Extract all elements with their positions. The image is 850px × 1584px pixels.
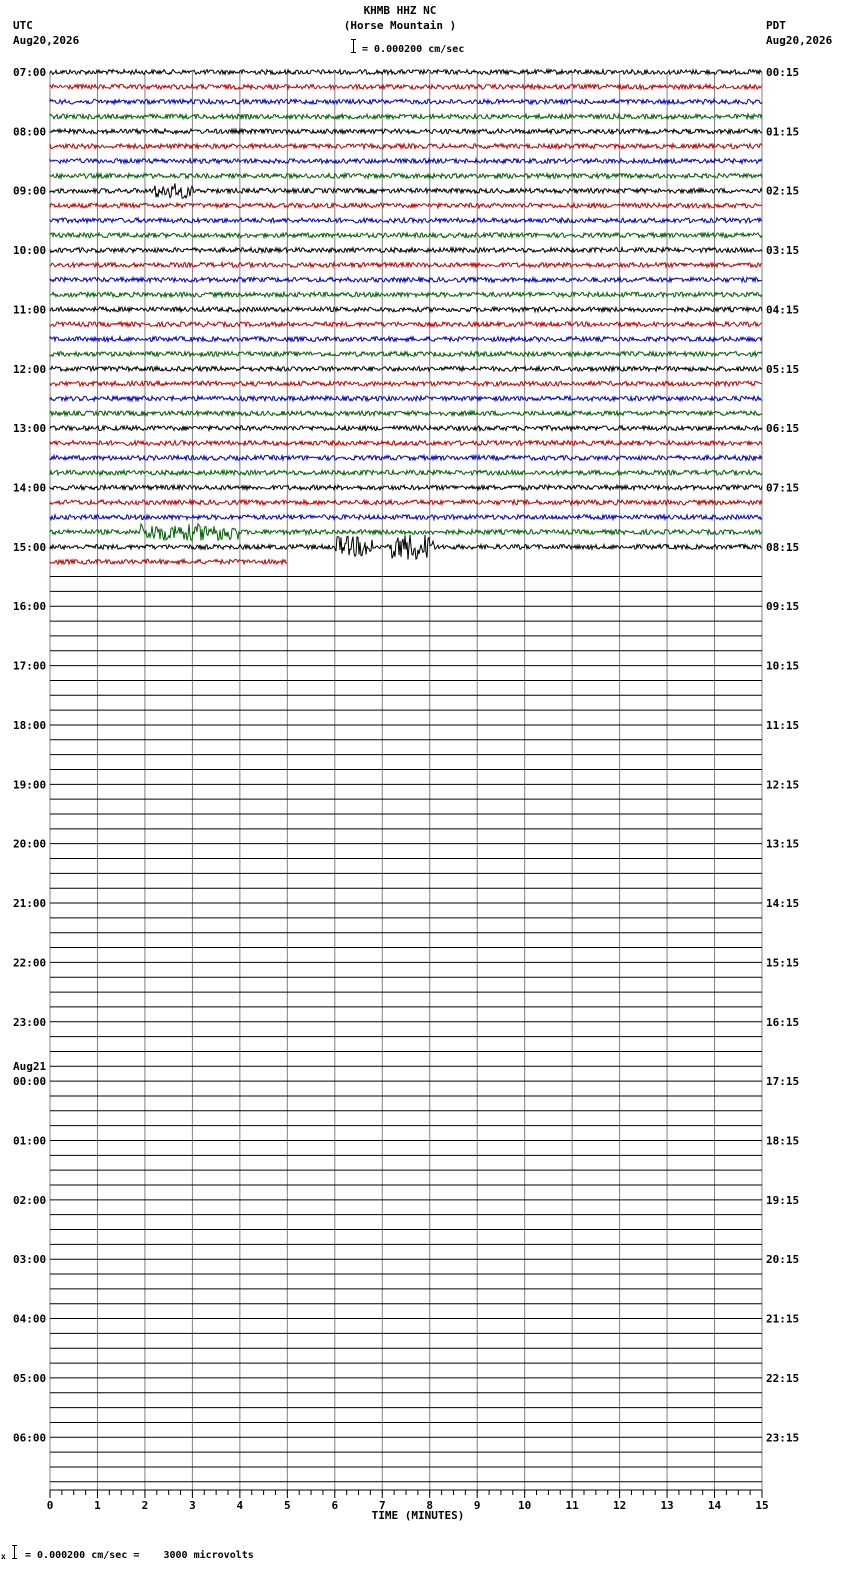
utc-hour-label: 07:00 (13, 66, 47, 79)
utc-hour-label: 20:00 (13, 837, 47, 851)
x-tick-label: 13 (660, 1499, 674, 1512)
utc-hour-label: 18:00 (13, 718, 47, 732)
pdt-hour-label: 21:15 (766, 1312, 800, 1326)
trace-row-31 (50, 524, 762, 541)
trace-row-4 (50, 129, 762, 134)
trace-row-24 (50, 426, 762, 431)
utc-hour-label: 02:00 (13, 1193, 47, 1207)
pdt-hour-label: 02:15 (766, 184, 800, 198)
pdt-hour-label: 23:15 (766, 1431, 800, 1445)
trace-row-12 (50, 248, 762, 253)
left-date: Aug20,2026 (13, 34, 80, 47)
trace-row-19 (50, 352, 762, 357)
utc-hour-label: 14:00 (13, 481, 47, 495)
pdt-hour-label: 04:15 (766, 303, 800, 317)
station-location: (Horse Mountain ) (343, 19, 457, 32)
x-tick-label: 4 (236, 1499, 244, 1512)
trace-row-33 (50, 559, 287, 564)
trace-row-32 (50, 535, 762, 560)
footer-scale-text: = 0.000200 cm/sec = 3000 microvolts (25, 1550, 254, 1561)
x-tick-label: 11 (565, 1499, 579, 1512)
utc-hour-label: 03:00 (13, 1253, 47, 1267)
x-tick-label: 15 (755, 1499, 769, 1512)
utc-hour-label: 06:00 (13, 1431, 47, 1445)
trace-row-16 (50, 307, 762, 312)
pdt-hour-label: 20:15 (766, 1253, 800, 1267)
pdt-hour-label: 19:15 (766, 1193, 800, 1207)
utc-hour-label: 17:00 (13, 659, 47, 673)
utc-hour-label: 05:00 (13, 1371, 47, 1385)
scale-label: = 0.000200 cm/sec (362, 44, 465, 55)
x-tick-label: 7 (378, 1499, 386, 1512)
pdt-hour-label: 10:15 (766, 659, 800, 673)
x-tick-label: 1 (94, 1499, 101, 1512)
pdt-hour-label: 03:15 (766, 244, 800, 258)
x-tick-label: 3 (189, 1499, 196, 1512)
pdt-hour-label: 18:15 (766, 1134, 800, 1148)
trace-row-30 (50, 515, 762, 520)
pdt-hour-label: 08:15 (766, 540, 800, 554)
pdt-hour-label: 09:15 (766, 600, 800, 614)
trace-row-20 (50, 366, 762, 371)
pdt-hour-label: 00:15 (766, 66, 800, 79)
grid-layer (50, 72, 762, 1494)
trace-layer (50, 70, 762, 1482)
trace-row-8 (50, 183, 762, 198)
utc-hour-label: 09:00 (13, 184, 47, 198)
pdt-hour-label: 17:15 (766, 1075, 800, 1089)
trace-row-5 (50, 144, 762, 149)
right-timezone: PDT (766, 19, 786, 32)
utc-hour-label: 15:00 (13, 540, 47, 554)
x-tick-label: 10 (518, 1499, 532, 1512)
trace-row-22 (50, 396, 762, 401)
x-tick-label: 14 (707, 1499, 722, 1512)
x-tick-label: 0 (46, 1499, 54, 1512)
utc-hour-label: 00:00 (13, 1075, 47, 1089)
pdt-hour-label: 07:15 (766, 481, 800, 495)
trace-row-11 (50, 233, 762, 238)
pdt-hour-label: 16:15 (766, 1015, 800, 1029)
date-change-label: Aug21 (13, 1060, 47, 1074)
trace-row-23 (50, 411, 762, 416)
trace-row-7 (50, 174, 762, 179)
x-tick-label: 9 (473, 1499, 481, 1512)
trace-row-9 (50, 203, 762, 208)
x-tick-label: 5 (284, 1499, 291, 1512)
pdt-hour-label: 01:15 (766, 125, 800, 139)
utc-hour-label: 08:00 (13, 125, 47, 139)
utc-hour-label: 21:00 (13, 897, 47, 911)
trace-row-0 (50, 70, 762, 75)
x-tick-label: 8 (426, 1499, 434, 1512)
footer-marker: x (1, 1552, 6, 1561)
right-date: Aug20,2026 (766, 34, 833, 47)
trace-row-14 (50, 277, 762, 282)
utc-hour-label: 16:00 (13, 600, 47, 614)
trace-row-17 (50, 322, 762, 327)
pdt-hour-label: 15:15 (766, 956, 800, 970)
utc-hour-label: 10:00 (13, 244, 47, 258)
trace-row-15 (50, 292, 762, 297)
trace-row-6 (50, 159, 762, 164)
utc-hour-label: 22:00 (13, 956, 47, 970)
trace-row-18 (50, 337, 762, 342)
x-tick-label: 2 (141, 1499, 149, 1512)
trace-row-25 (50, 441, 762, 446)
x-axis-title: TIME (MINUTES) (371, 1509, 465, 1522)
x-tick-label: 12 (612, 1499, 627, 1512)
pdt-hour-label: 13:15 (766, 837, 800, 851)
pdt-hour-label: 12:15 (766, 778, 800, 792)
utc-hour-label: 23:00 (13, 1015, 47, 1029)
trace-row-28 (50, 485, 762, 490)
left-timezone: UTC (13, 19, 33, 32)
utc-hour-label: 12:00 (13, 362, 47, 376)
pdt-hour-label: 11:15 (766, 718, 800, 732)
trace-row-2 (50, 99, 762, 104)
trace-row-27 (50, 470, 762, 475)
x-tick-label: 6 (331, 1499, 339, 1512)
trace-row-26 (50, 455, 762, 460)
pdt-hour-label: 22:15 (766, 1371, 800, 1385)
trace-row-21 (50, 381, 762, 386)
trace-row-1 (50, 84, 762, 89)
footer-scale-bar-icon (14, 1545, 20, 1559)
pdt-hour-label: 14:15 (766, 897, 800, 911)
trace-row-10 (50, 218, 762, 223)
pdt-hour-label: 06:15 (766, 422, 800, 436)
utc-hour-label: 11:00 (13, 303, 47, 317)
utc-hour-label: 13:00 (13, 422, 47, 436)
utc-hour-label: 19:00 (13, 778, 47, 792)
trace-row-29 (50, 500, 762, 505)
utc-hour-label: 04:00 (13, 1312, 47, 1326)
trace-row-3 (50, 114, 762, 119)
trace-row-13 (50, 263, 762, 268)
station-title: KHMB HHZ NC (363, 4, 437, 17)
utc-hour-label: 01:00 (13, 1134, 47, 1148)
pdt-hour-label: 05:15 (766, 362, 800, 376)
